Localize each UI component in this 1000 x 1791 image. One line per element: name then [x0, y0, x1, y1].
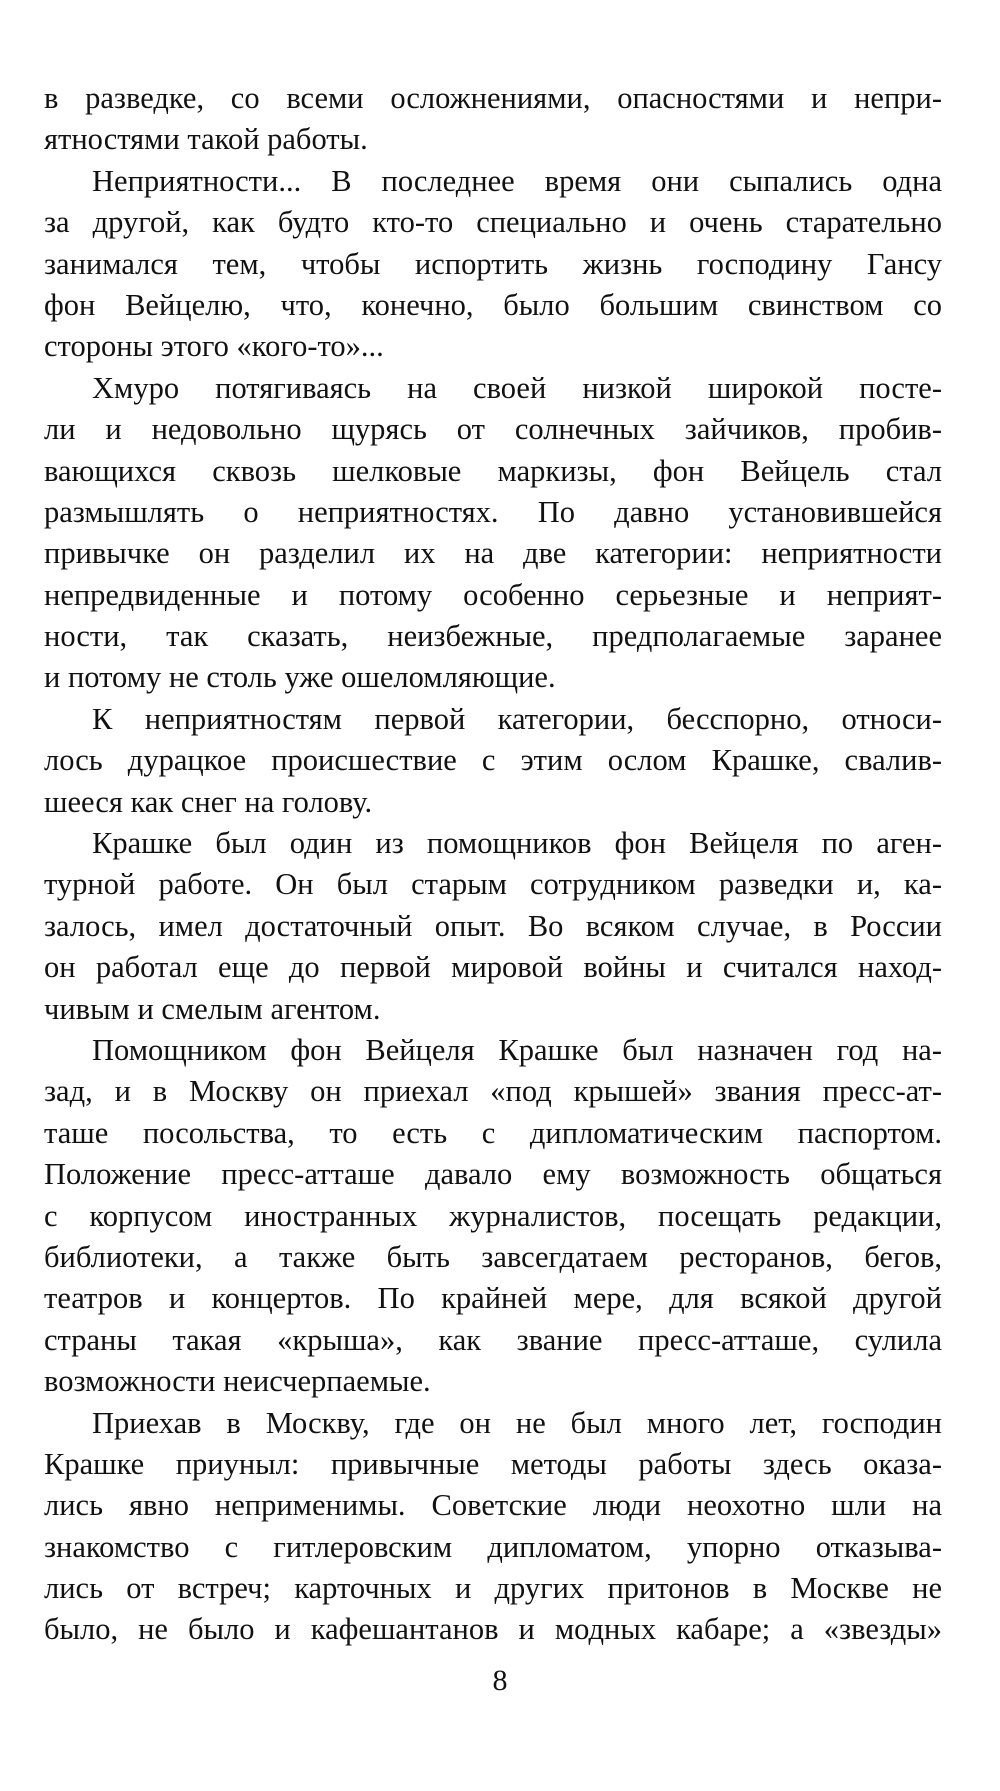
text-line: залось, имел достаточный опыт. Во всяком случае, в России — [44, 908, 942, 943]
text-line: Приехав в Москву, где он не был много лет, господин — [92, 1405, 942, 1440]
text-line: театров и концертов. По крайней мере, для всякой другой — [44, 1281, 942, 1316]
text-line: таше посольства, то есть с дипломатическим паспортом. — [44, 1115, 942, 1150]
text-line: знакомство с гитлеровским дипломатом, упорно отказыва- — [44, 1529, 942, 1564]
text-line: стороны этого «кого-то»... — [44, 329, 384, 364]
text-line: чивым и смелым агентом. — [44, 991, 381, 1026]
text-line: ли и недовольно щурясь от солнечных зайчиков, пробив- — [44, 412, 942, 447]
text-line: размышлять о неприятностях. По давно установившейся — [44, 494, 942, 529]
text-line: зад, и в Москву он приехал «под крышей» звания пресс-ат- — [44, 1074, 942, 1109]
text-line: привычке он разделил их на две категории: неприятности — [44, 536, 942, 571]
paragraph — [44, 161, 942, 368]
text-line: фон Вейцелю, что, конечно, было большим свинством со — [44, 287, 942, 322]
text-line: и потому не столь уже ошеломляющие. — [44, 660, 556, 695]
text-line: Помощником фон Вейцеля Крашке был назначен год на- — [92, 1032, 942, 1067]
body-text — [44, 78, 942, 1651]
text-line: страны такая «крыша», как звание пресс-атташе, сулила — [44, 1322, 942, 1357]
text-line: турной работе. Он был старым сотрудником разведки и, ка- — [44, 867, 942, 902]
text-line: в разведке, со всеми осложнениями, опасностями и непри- — [44, 81, 942, 115]
text-line: вающихся сквозь шелковые маркизы, фон Вейцель стал — [44, 453, 942, 488]
text-line: К неприятностям первой категории, бесспорно, относи- — [92, 701, 942, 736]
text-line: Крашке был один из помощников фон Вейцеля по аген- — [92, 826, 942, 861]
text-line: ности, так сказать, неизбежные, предполагаемые заранее — [44, 619, 942, 654]
text-line: с корпусом иностранных журналистов, посещать редакции, — [44, 1198, 942, 1233]
text-line: непредвиденные и потому особенно серьезные и неприят- — [44, 577, 942, 612]
text-line: лось дурацкое происшествие с этим ослом Крашке, свалив- — [44, 743, 942, 778]
page-number: 8 — [492, 1664, 508, 1697]
text-line: библиотеки, а также быть завсегдатаем ресторанов, бегов, — [44, 1239, 942, 1274]
text-line: было, не было и кафешантанов и модных кабаре; а «звезды» — [44, 1612, 942, 1647]
text-line: занимался тем, чтобы испортить жизнь господину Гансу — [44, 246, 942, 281]
text-line: лись явно неприменимы. Советские люди неохотно шли на — [44, 1488, 942, 1523]
text-line: Крашке приуныл: привычные методы работы здесь оказа- — [44, 1446, 942, 1481]
paragraph — [44, 1030, 942, 1403]
text-line: лись от встреч; карточных и других притонов в Москве не — [44, 1571, 942, 1606]
paragraph — [44, 1403, 942, 1651]
text-line: Хмуро потягиваясь на своей низкой широкой посте- — [92, 370, 942, 405]
text-line: за другой, как будто кто-то специально и очень старательно — [44, 205, 942, 240]
text-line: шееся как снег на голову. — [44, 784, 373, 819]
text-line: Положение пресс-атташе давало ему возможность общаться — [44, 1157, 942, 1192]
paragraph — [44, 78, 942, 161]
text-line: Неприятности... В последнее время они сыпались одна — [92, 163, 942, 198]
text-line: возможности неисчерпаемые. — [44, 1364, 431, 1399]
text-line: он работал еще до первой мировой войны и считался наход- — [44, 950, 942, 985]
text-line: ятностями такой работы. — [44, 122, 368, 157]
paragraph — [44, 699, 942, 823]
paragraph — [44, 368, 942, 699]
paragraph — [44, 823, 942, 1030]
